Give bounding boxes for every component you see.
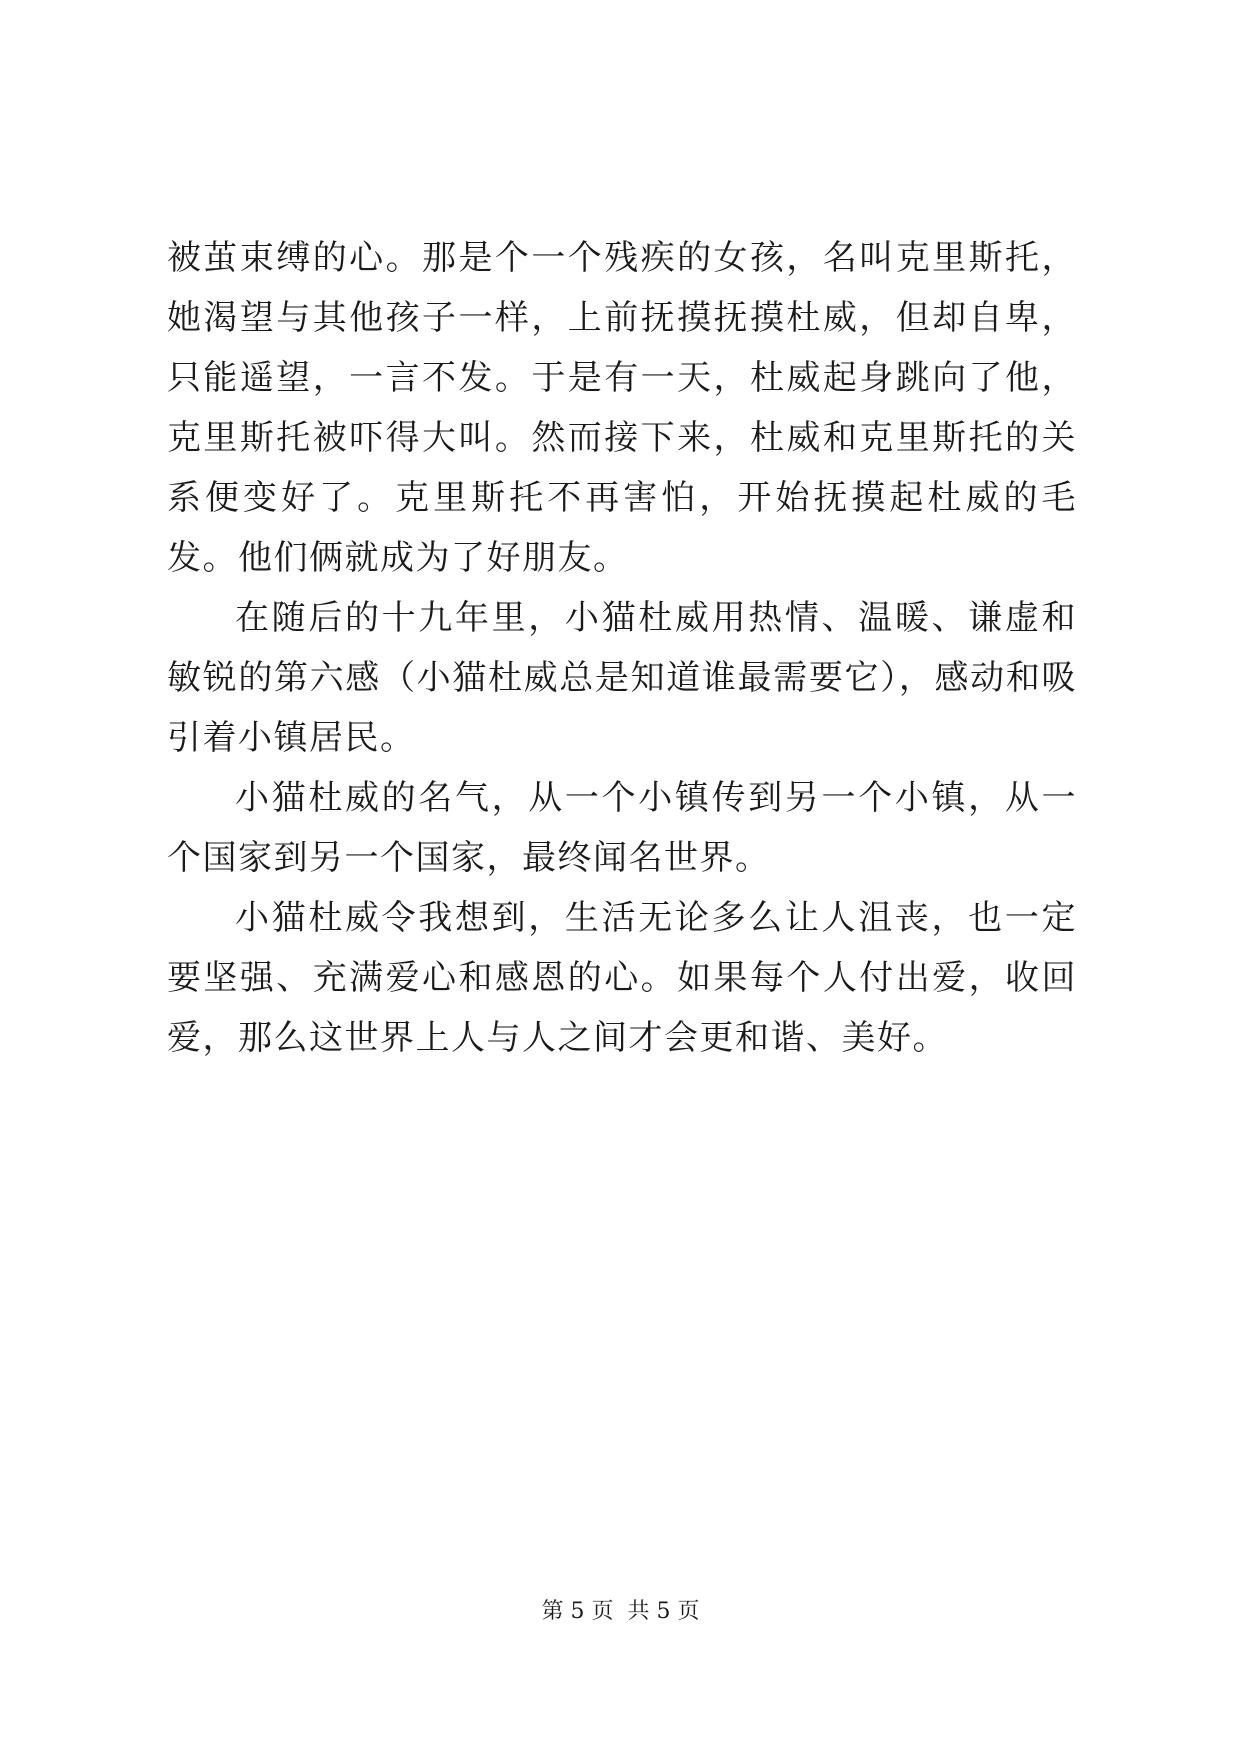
page-number: 第 5 页 <box>541 1599 614 1624</box>
paragraph-3: 小猫杜威的名气，从一个小镇传到另一个小镇，从一个国家到另一个国家，最终闻名世界。 <box>167 778 1077 878</box>
paragraph-2: 在随后的十九年里，小猫杜威用热情、温暖、谦虚和敏锐的第六感（小猫杜威总是知道谁最需要它），感动和吸引着小镇居民。 <box>167 598 1077 758</box>
page-total: 共 5 页 <box>627 1599 700 1624</box>
document-body <box>167 228 1077 1068</box>
paragraph-4: 小猫杜威令我想到，生活无论多么让人沮丧，也一定要坚强、充满爱心和感恩的心。如果每个人付出爱，收回爱，那么这世界上人与人之间才会更和谐、美好。 <box>167 898 1077 1058</box>
paragraph-1: 被茧束缚的心。那是个一个残疾的女孩，名叫克里斯托，她渴望与其他孩子一样，上前抚摸抚摸杜威，但却自卑，只能遥望，一言不发。于是有一天，杜威起身跳向了他，克里斯托被吓得大叫。然而接下来，杜威和克里斯托的关系便变好了。克里斯托不再害怕，开始抚摸起杜威的毛发。他们俩就成为了好朋友。 <box>167 238 1077 578</box>
page-footer <box>0 1597 1241 1627</box>
